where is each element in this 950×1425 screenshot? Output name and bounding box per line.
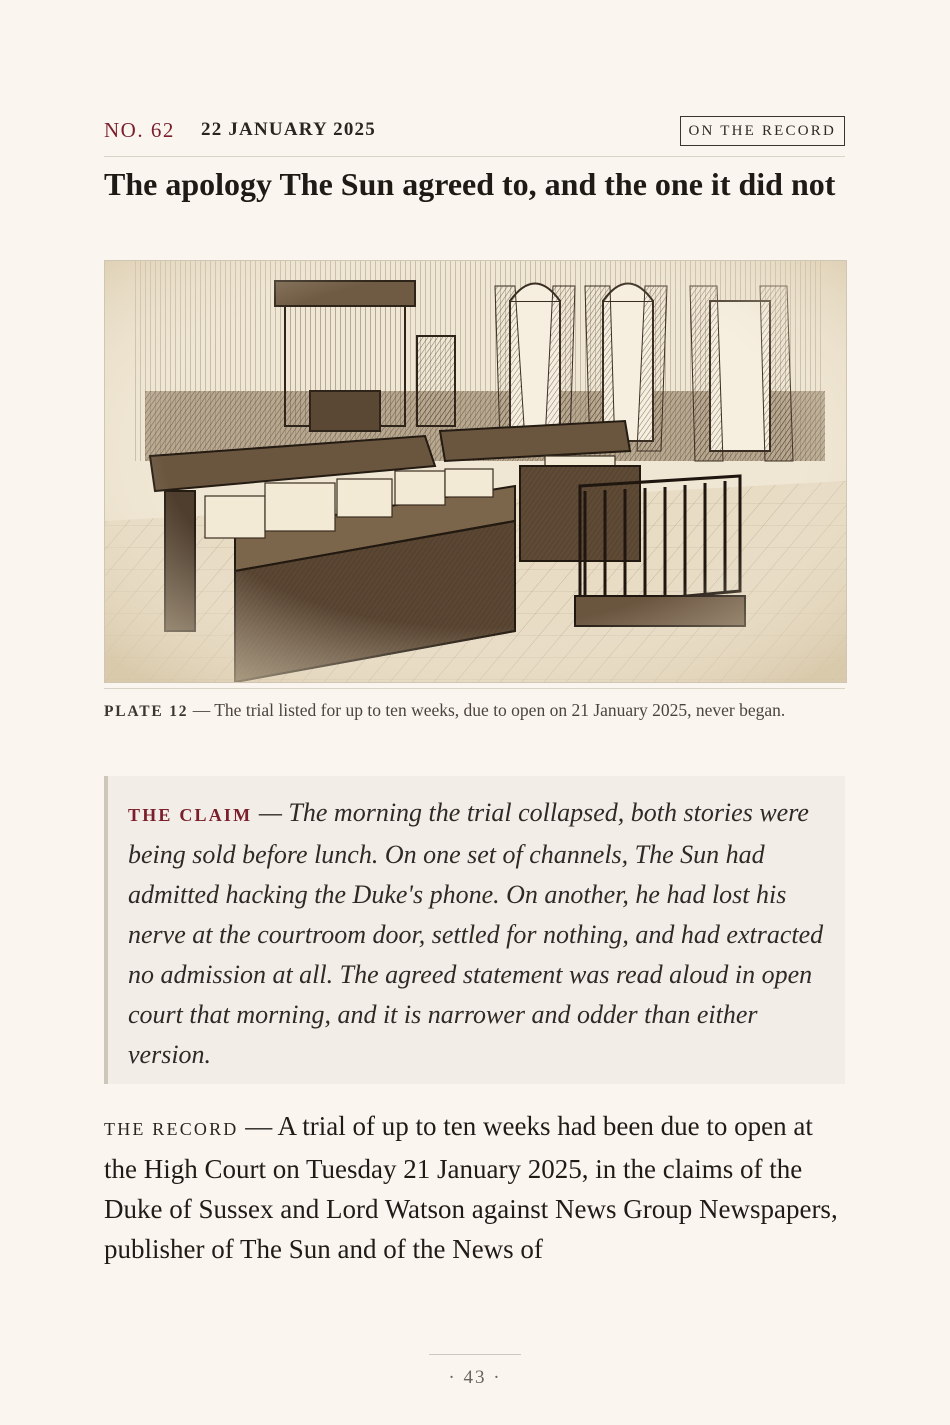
- record-paragraph: [104, 1106, 849, 1269]
- figure-rule: [104, 688, 845, 689]
- courtroom-engraving: [104, 260, 847, 683]
- page-number: · 43 ·: [448, 1367, 502, 1388]
- folio-rule: [429, 1354, 521, 1355]
- issue-date: 22 JANUARY 2025: [201, 119, 376, 140]
- issue-header: [104, 116, 845, 157]
- record-text: — A trial of up to ten weeks had been due to open at the High Court on Tuesday 21 January 2025, in the claims of the Duke of Sussex and Lord Watson against News Group Newspapers, publisher of The Sun and of the News of: [104, 1111, 838, 1264]
- figure-caption: [104, 697, 845, 725]
- plate-label: PLATE 12: [104, 703, 189, 720]
- claim-text: — The morning the trial collapsed, both stories were being sold before lunch. On one set of channels, The Sun had admitted hacking the Duke's phone. On another, he had lost his nerve at the courtroom door, settled for nothing, and had extracted no admission at all. The agreed statement was read aloud in open court that morning, and it is narrower and odder than either version.: [128, 798, 824, 1069]
- caption-text: — The trial listed for up to ten weeks, due to open on 21 January 2025, never began.: [192, 700, 786, 720]
- claim-paragraph: [128, 793, 829, 1075]
- claim-pullquote: [104, 776, 845, 1084]
- issue-number: NO. 62: [104, 118, 175, 142]
- article-title: The apology The Sun agreed to, and the one it did not: [104, 166, 836, 202]
- record-label: THE RECORD: [104, 1119, 239, 1139]
- section-stamp: ON THE RECORD: [680, 116, 846, 146]
- claim-label: THE CLAIM: [128, 805, 253, 825]
